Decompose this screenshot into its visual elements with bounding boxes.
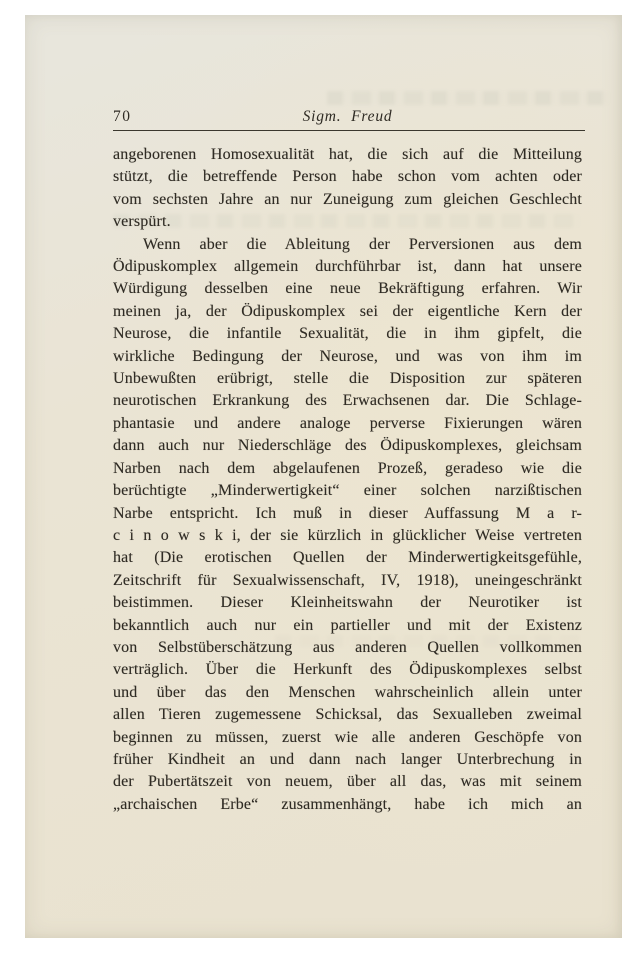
- page-number: 70: [113, 108, 132, 125]
- text-line: verträglich. Über die Herkunft des Ödipuskomplexes selbst: [113, 661, 582, 679]
- text-line: und über das den Menschen wahrscheinlich allein unter: [113, 683, 582, 701]
- running-head: Sigm. Freud: [302, 108, 393, 125]
- text-line: Narbe entspricht. Ich muß in dieser Auffassung M a r-: [113, 504, 582, 522]
- body-text: [113, 144, 582, 816]
- text-line: vom sechsten Jahre an nur Zuneigung zum gleichen Geschlecht: [113, 190, 582, 208]
- text-line: der Pubertätszeit von neuem, über all das, was mit seinem: [113, 773, 582, 791]
- text-line: hat (Die erotischen Quellen der Minderwertigkeitsgefühle,: [113, 549, 582, 567]
- text-line: Zeitschrift für Sexualwissenschaft, IV, 1918), uneingeschränkt: [113, 571, 582, 589]
- text-line: berüchtigte „Minderwertigkeit“ einer solchen narzißtischen: [113, 482, 582, 500]
- text-line: beistimmen. Dieser Kleinheitswahn der Neurotiker ist: [113, 594, 582, 612]
- scanned-page: [25, 15, 622, 938]
- text-line: von Selbstüberschätzung aus anderen Quellen vollkommen: [113, 638, 582, 656]
- page-header: [113, 105, 582, 127]
- text-line: angeborenen Homosexualität hat, die sich auf die Mitteilung: [113, 146, 582, 163]
- text-line: Würdigung desselben eine neue Bekräftigung erfahren. Wir: [113, 280, 582, 298]
- text-line: Ödipuskomplex allgemein durchführbar ist, dann hat unsere: [113, 258, 582, 276]
- text-line: c i n o w s k i, der sie kürzlich in glücklicher Weise vertreten: [113, 526, 582, 544]
- text-line: neurotischen Erkrankung des Erwachsenen dar. Die Schlage-: [113, 392, 582, 410]
- text-line: allen Tieren zugemessene Schicksal, das Sexualleben zweimal: [113, 706, 582, 724]
- text-line: früher Kindheit an und dann nach langer Unterbrechung in: [113, 750, 582, 768]
- text-line: Narben nach dem abgelaufenen Prozeß, geradeso wie die: [113, 459, 582, 477]
- text-line: Unbewußten erübrigt, stelle die Disposition zur späteren: [113, 370, 582, 388]
- text-line: phantasie und andere analoge perverse Fixierungen wären: [113, 414, 582, 432]
- text-line: bekanntlich auch nur ein partieller und mit der Existenz: [113, 616, 582, 634]
- text-line: Neurose, die infantile Sexualität, die in ihm gipfelt, die: [113, 325, 582, 343]
- text-line: meinen ja, der Ödipuskomplex sei der eigentliche Kern der: [113, 302, 582, 320]
- text-block: [113, 105, 582, 816]
- text-line: beginnen zu müssen, zuerst wie alle anderen Geschöpfe von: [113, 728, 582, 746]
- bleed-through-artifact: [327, 91, 610, 105]
- text-line: stützt, die betreffende Person habe schon vom achten oder: [113, 168, 582, 186]
- text-line: „archaischen Erbe“ zusammenhängt, habe ich mich an: [113, 795, 582, 813]
- text-line: dann auch nur Niederschläge des Ödipuskomplexes, gleichsam: [113, 437, 582, 455]
- text-line: verspürt.: [113, 213, 171, 231]
- text-line: Wenn aber die Ableitung der Perversionen aus dem: [143, 235, 582, 253]
- header-rule: [113, 130, 585, 131]
- text-line: wirkliche Bedingung der Neurose, und was von ihm im: [113, 347, 582, 365]
